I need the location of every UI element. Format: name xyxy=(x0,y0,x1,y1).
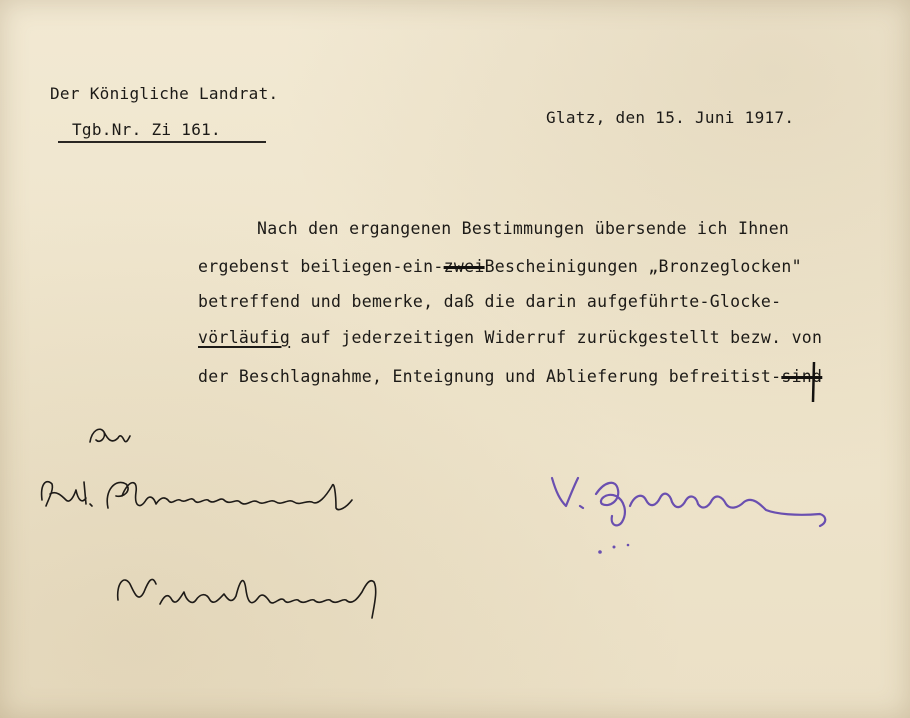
handwritten-recipient xyxy=(42,482,352,510)
body-line-2 xyxy=(198,259,802,276)
body-line-4-rest: auf jederzeitigen Widerruf zurückgestellt bezw. von xyxy=(290,328,823,347)
dateline: Glatz, den 15. Juni 1917. xyxy=(546,108,795,127)
handwritten-place xyxy=(118,579,376,618)
body-line-3: betreffend und bemerke, daß die darin aufgeführte-Glocke- xyxy=(198,292,782,311)
body-line-1: Nach den ergangenen Bestimmungen übersende ich Ihnen xyxy=(257,219,790,238)
body-line-5-ist: ist- xyxy=(740,367,782,386)
issuing-authority: Der Königliche Landrat. xyxy=(50,84,279,103)
underlined-word-vorlaeufig: vörläufig xyxy=(198,328,291,347)
reference-underline xyxy=(58,141,266,143)
handwritten-salutation xyxy=(90,429,130,442)
body-line-5 xyxy=(198,369,822,386)
reference-number: Tgb.Nr. Zi 161. xyxy=(72,120,221,139)
body-line-2-start: ergebenst beiliegen-ein- xyxy=(198,257,444,276)
struck-word-sind: sind xyxy=(781,367,823,386)
struck-word-zwei: zwei xyxy=(443,257,485,276)
body-line-4 xyxy=(198,330,822,347)
body-line-5-start: der Beschlagnahme, Enteignung und Ablieferung befreit xyxy=(198,367,741,386)
body-line-2-end: Bescheinigungen „Bronzeglocken" xyxy=(484,257,802,276)
